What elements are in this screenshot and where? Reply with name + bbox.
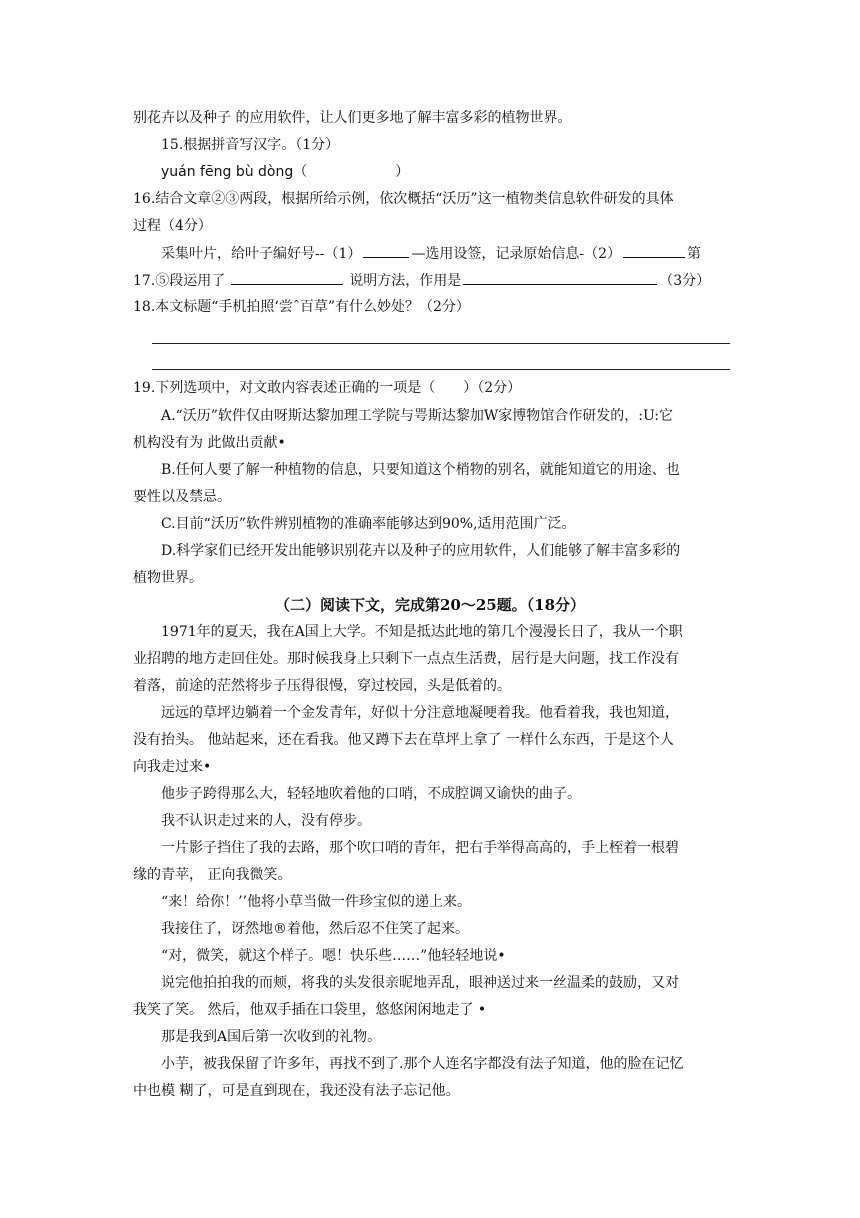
passage-line: 没有抬头。 他站起来，还在看我。他又蹲下去在草坪上拿了 一样什么东西，于是这个人	[133, 732, 674, 748]
text-line: 植物世界。	[133, 570, 203, 586]
option-c: C.目前“沃历”软件辨别植物的准确率能够达到90%,适用范围广泛。	[161, 516, 576, 532]
question-17: 17.⑤段运用了 说明方法，作用是 （3分）	[133, 270, 710, 291]
text-line: 机构没有为 此做出贡献•	[133, 435, 286, 451]
question-16-steps: 采集叶片，给叶子编好号--（1） —选用设签，记录原始信息-（2） 第	[161, 243, 701, 264]
passage-line: 小芋，被我保留了许多年，再找不到了.那个人连名字都没有法子知道，他的脸在记忆	[161, 1056, 684, 1072]
question-15: 15.根据拼音写汉字。（1分）	[161, 137, 340, 153]
text-line: 要性以及禁忌。	[133, 489, 231, 505]
passage-line: 中也模 糊了，可是直到现在，我还没有法子忘记他。	[133, 1083, 460, 1099]
answer-blank-1[interactable]	[363, 243, 409, 258]
question-16: 16.结合文章②③两段，根据所给示例，依次概括“沃历”这一植物类信息软件研发的具体	[133, 191, 674, 207]
passage-line: 他步子跨得那么大，轻轻地吹着他的口哨，不成腔调又谕快的曲子。	[161, 786, 581, 802]
passage-line: “对，微笑，就这个样子。嗯！快乐些……”他轻轻地说•	[161, 948, 506, 964]
passage-line: 业招聘的地方走回住处。那时候我身上只剩下一点点生活费，居行是大问题，找工作没有	[133, 651, 679, 667]
text-line: 别花卉以及种子 的应用软件，让人们更多地了解丰富多彩的植物世界。	[133, 110, 572, 126]
answer-line[interactable]	[152, 369, 730, 370]
passage-line: 一片影子挡住了我的去路，那个吹口哨的青年，把右手举得高高的，手上桎着一根碧	[161, 840, 679, 856]
option-b: B.任何人要了解一种植物的信息，只要知道这个梢物的别名，就能知道它的用途、也	[161, 462, 680, 478]
pinyin-text: yuán fēng bù dòng（	[161, 164, 308, 180]
option-a: A.“沃历”软件仅由呀斯达黎加理工学院与咢斯达黎加W家博物馆合作研发的，:U:它	[161, 408, 673, 424]
answer-blank-2[interactable]	[623, 243, 685, 258]
answer-blank-effect[interactable]	[463, 270, 657, 285]
passage-line: 我笑了笑。 然后，他双手插在口袋里，悠悠闲闲地走了 •	[133, 1002, 487, 1018]
answer-blank-method[interactable]	[231, 270, 343, 285]
passage-line: 向我走过来•	[133, 759, 212, 775]
passage-line: 远远的草坪边躺着一个金发青年，好似十分注意地凝哽着我。他看着我，我也知道，	[161, 705, 679, 721]
answer-line[interactable]	[152, 343, 730, 344]
passage-line: 我接住了，讶然地®着他，然后忍不住笑了起来。	[161, 921, 469, 937]
passage-line: 我不认识走过来的人，没有停步。	[161, 813, 371, 829]
passage-line: “来！给你！’’他将小草当做一件珍宝似的递上来。	[161, 894, 472, 910]
section-heading: （二）阅读下文，完成第20～25题。（18分）	[274, 596, 586, 614]
passage-line: 缘的青苹， 正向我微笑。	[133, 867, 292, 883]
passage-line: 着落，前途的茫然将步子压得很慢，穿过校园，头是低着的。	[133, 678, 511, 694]
question-19: 19.下列选项中，对文敢内容表述正确的一项是（ ）（2分）	[133, 380, 522, 396]
text-line: 过程（4分）	[133, 218, 212, 234]
question-18: 18.本文标题“手机拍照‘尝ˆ百草”有什么妙处？（2分）	[133, 299, 470, 315]
passage-line: 那是我到A国后第一次收到的礼物。	[161, 1029, 382, 1045]
pinyin-line	[161, 162, 409, 182]
bracket-close: ）	[395, 164, 410, 180]
passage-line: 1971年的夏天，我在A国上大学。不知是抵达此地的第几个漫漫长日了，我从一个职	[161, 624, 683, 640]
option-d: D.科学家们已经开发出能够识别花卉以及种子的应用软件，人们能够了解丰富多彩的	[161, 543, 681, 559]
passage-line: 说完他拍拍我的而颊，将我的头发很亲昵地弄乱，眼神送过来一丝温柔的鼓励，又对	[161, 975, 679, 991]
